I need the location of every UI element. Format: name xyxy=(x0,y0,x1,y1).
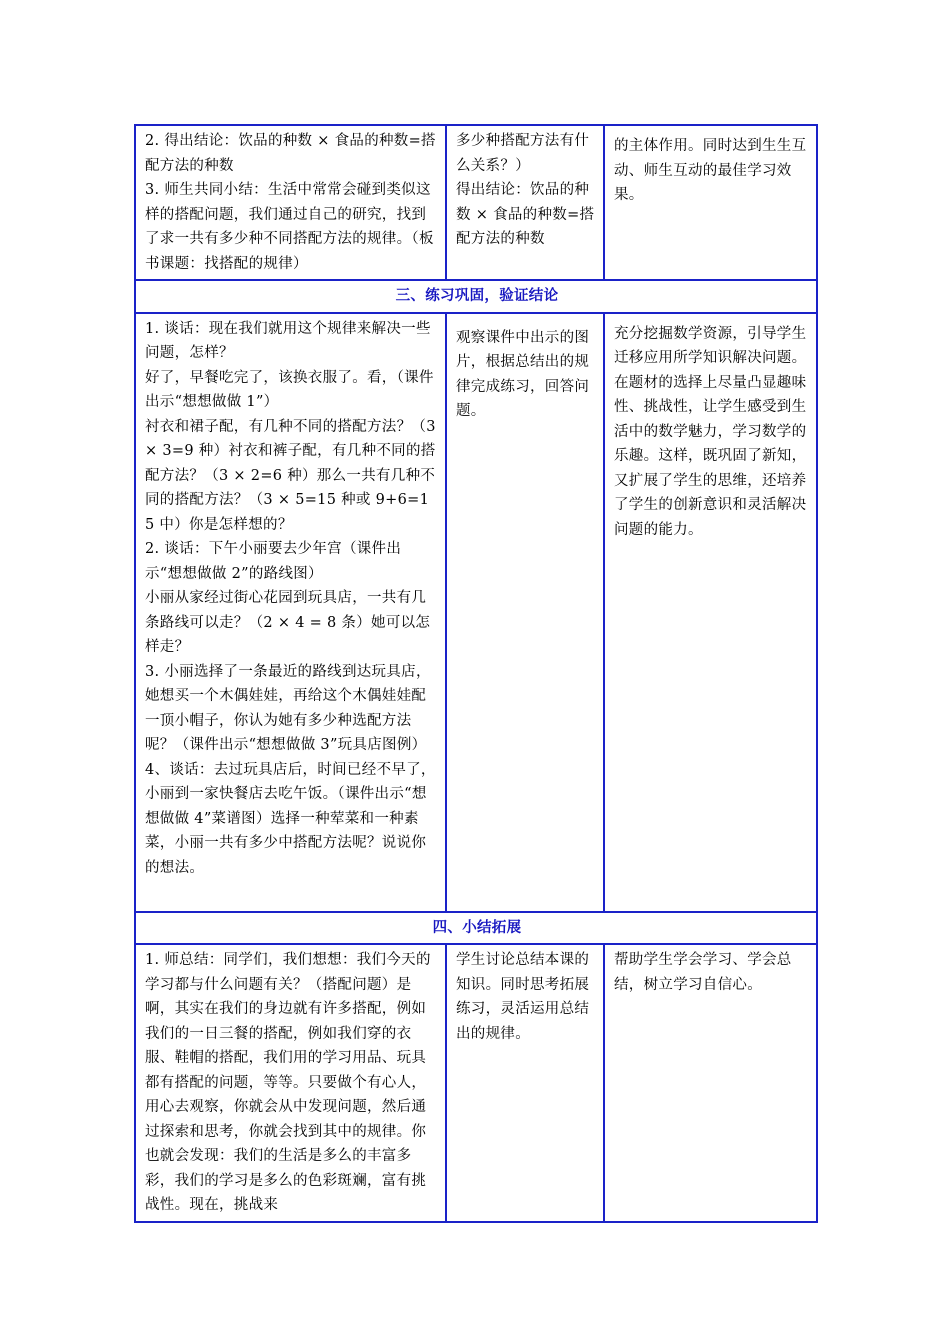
paragraph: 3. 师生共同小结：生活中常常会碰到类似这样的搭配问题，我们通过自己的研究，找到了求一共有多少种不同搭配方法的规律。（板书课题：找搭配的规律） xyxy=(145,182,434,272)
paragraph: 1. 谈话：现在我们就用这个规律来解决一些问题，怎样？ xyxy=(145,320,431,361)
design-intent-cell xyxy=(604,944,817,1222)
paragraph: 4、谈话：去过玩具店后，时间已经不早了，小丽到一家快餐店去吃午饭。（课件出示“想想做做 4”菜谱图）选择一种荤菜和一种素菜，小丽一共有多少中搭配方法呢？说说你的想法。 xyxy=(145,761,436,876)
section-heading-row xyxy=(135,912,817,945)
section-title: 四、小结拓展 xyxy=(135,912,817,945)
paragraph: 小丽从家经过街心花园到玩具店，一共有几条路线可以走？（2 × 4 = 8 条）她可以怎样走？ xyxy=(145,590,431,655)
table-row xyxy=(135,944,817,1222)
teacher-activity-cell xyxy=(135,125,446,280)
paragraph: 2. 谈话：下午小丽要去少年宫（课件出示“想想做做 2”的路线图） xyxy=(145,541,402,582)
paragraph: 充分挖掘数学资源，引导学生迁移应用所学知识解决问题。在题材的选择上尽量凸显趣味性、挑战性，让学生感受到生活中的数学魅力，学习数学的乐趣。这样，既巩固了新知，又扩展了学生的思维，还培养了学生的创新意识和灵活解决问题的能力。 xyxy=(614,325,807,538)
section-heading-row xyxy=(135,280,817,313)
paragraph: 3. 小丽选择了一条最近的路线到达玩具店，她想买一个木偶娃娃，再给这个木偶娃娃配一顶小帽子，你认为她有多少种选配方法呢？（课件出示“想想做做 3”玩具店图例） xyxy=(145,663,431,753)
student-activity-cell xyxy=(446,125,604,280)
student-activity-cell xyxy=(446,313,604,912)
table-row xyxy=(135,125,817,280)
paragraph: 好了，早餐吃完了，该换衣服了。看，（课件出示“想想做做 1”） xyxy=(145,369,434,410)
paragraph: 1. 师总结：同学们，我们想想：我们今天的学习都与什么问题有关？（搭配问题）是啊，其实在我们的身边就有许多搭配，例如我们的一日三餐的搭配，例如我们穿的衣服、鞋帽的搭配，我们用的学习用品、玩具都有搭配的问题，等等。只要做个有心人，用心去观察，你就会从中发现问题，然后通过探索和思考，你就会找到其中的规律。你也就会发现：我们的生活是多么的丰富多彩，我们的学习是多么的色彩斑斓，富有挑战性。现在，挑战来 xyxy=(145,952,431,1213)
paragraph: 得出结论：饮品的种数 × 食品的种数=搭配方法的种数 xyxy=(456,182,595,247)
paragraph: 的主体作用。同时达到生生互动、师生互动的最佳学习效果。 xyxy=(614,138,807,203)
section-title: 三、练习巩固，验证结论 xyxy=(135,280,817,313)
table-row xyxy=(135,313,817,912)
paragraph: 衬衣和裙子配，有几种不同的搭配方法？（3 × 3=9 种）衬衣和裤子配，有几种不同的搭配方法？（3 × 2=6 种）那么一共有几种不同的搭配方法？（3 × 5=15 种或 9+6=15 中）你是怎样想的？ xyxy=(145,418,436,533)
paragraph: 观察课件中出示的图片，根据总结出的规律完成练习，回答问题。 xyxy=(456,329,590,419)
paragraph: 帮助学生学会学习、学会总结，树立学习自信心。 xyxy=(614,952,792,993)
paragraph: 2. 得出结论：饮品的种数 × 食品的种数=搭配方法的种数 xyxy=(145,133,436,174)
student-activity-cell xyxy=(446,944,604,1222)
teacher-activity-cell xyxy=(135,313,446,912)
design-intent-cell xyxy=(604,125,817,280)
paragraph: 学生讨论总结本课的知识。同时思考拓展练习，灵活运用总结出的规律。 xyxy=(456,952,590,1042)
lesson-plan-table xyxy=(134,124,818,1223)
teacher-activity-cell xyxy=(135,944,446,1222)
paragraph: 多少种搭配方法有什么关系？） xyxy=(456,133,590,174)
design-intent-cell xyxy=(604,313,817,912)
